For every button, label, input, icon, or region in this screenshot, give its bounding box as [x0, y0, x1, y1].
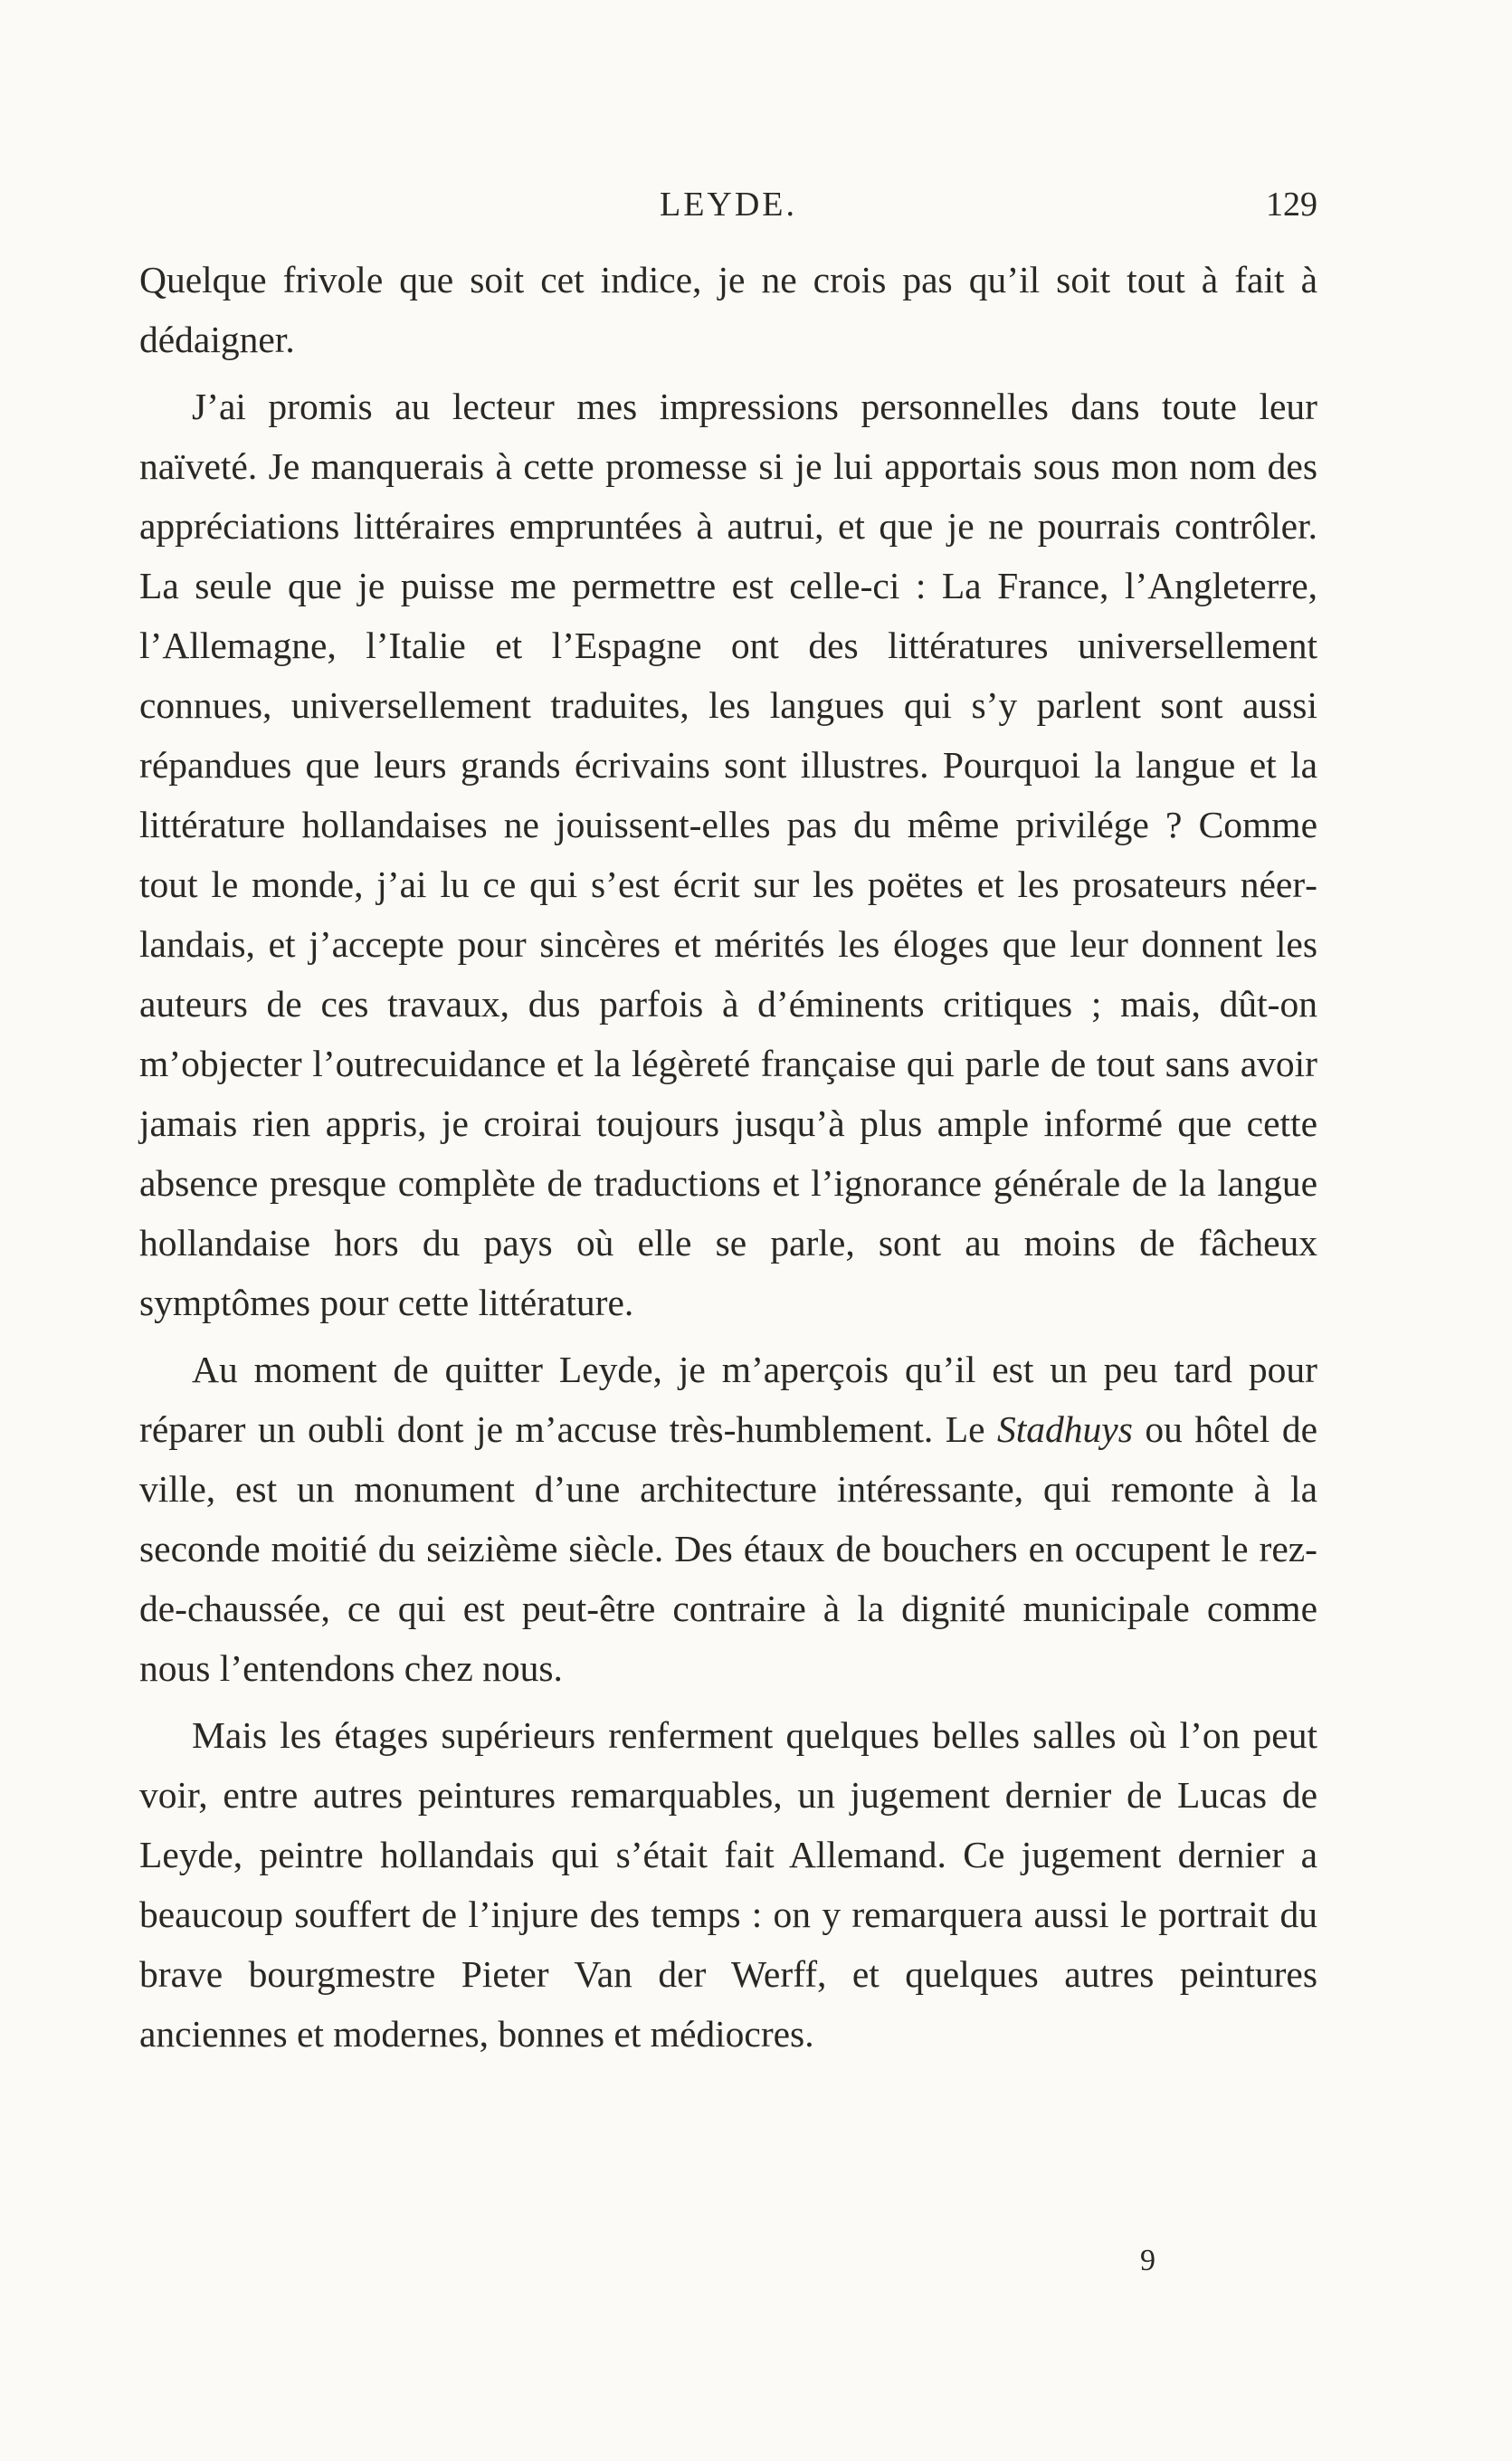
signature-mark: 9 [1140, 2244, 1155, 2277]
paragraph [139, 377, 1317, 1332]
text-run: Mais les étages supérieurs renferment quelques belles salles où l’on peut voir, entre autres peintures remarquables, un jugement dernier de Lucas de Leyde, peintre hollandais qui s’était fait Allemand. Ce jugement dernier a beaucoup souffert de l’injure des temps : on y remarquera aussi le portrait du brave bourgmestre Pieter Van der Werff, et quelques autres peintures anciennes et modernes, bonnes et médiocres. [139, 1714, 1317, 2055]
paragraph [139, 1705, 1317, 2064]
text-run: Quelque frivole que soit cet indice, je ne crois pas qu’il soit tout à fait à dédaigner. [139, 259, 1317, 360]
running-head [139, 177, 1317, 232]
paragraph [139, 1340, 1317, 1698]
text-run: ou hôtel de ville, est un monument d’une architecture intéressante, qui remonte à la seconde moitié du seizième siècle. Des étaux de bouchers en occupent le rez-de-chaussée, ce qui est peut-être contraire à la dignité municipale comme nous l’entendons chez nous. [139, 1408, 1317, 1689]
italic-term: Stadhuys [997, 1408, 1133, 1450]
running-title: LEYDE. [659, 186, 798, 224]
text-run: Au moment de quitter Leyde, je m’aperçois qu’il est un peu tard pour réparer un oubli dont je m’accuse très-humblement. Le [139, 1349, 1317, 1450]
body-text [139, 250, 1317, 2064]
page-number: 129 [1266, 186, 1317, 224]
paragraph [139, 250, 1317, 369]
text-run: J’ai promis au lecteur mes impressions personnelles dans toute leur naïveté. Je manquerais à cette promesse si je lui apportais sous mon nom des appréciations littéraires empruntées à autrui, et que je ne pourrais contrôler. La seule que je puisse me permettre est celle-ci : La France, l’Angleterre, l’Allemagne, l’Italie et l’Espagne ont des littératures universellement connues, universellement traduites, les langues qui s’y parlent sont aussi répandues que leurs grands écrivains sont illustres. Pourquoi la langue et la littérature hollandaises ne jouissent-elles pas du même privilége ? Comme tout le monde, j’ai lu ce qui s’est écrit sur les poëtes et les prosateurs néerlandais, et j’accepte pour sincères et mérités les éloges que leur donnent les auteurs de ces travaux, dus parfois à d’éminents critiques ; mais, dût-on m’objecter l’outrecuidance et la légèreté française qui parle de tout sans avoir jamais rien appris, je croirai toujours jusqu’à plus ample informé que cette absence presque complète de traductions et l’ignorance générale de la langue hollandaise hors du pays où elle se parle, sont au moins de fâcheux symptômes pour cette littérature. [139, 386, 1317, 1323]
